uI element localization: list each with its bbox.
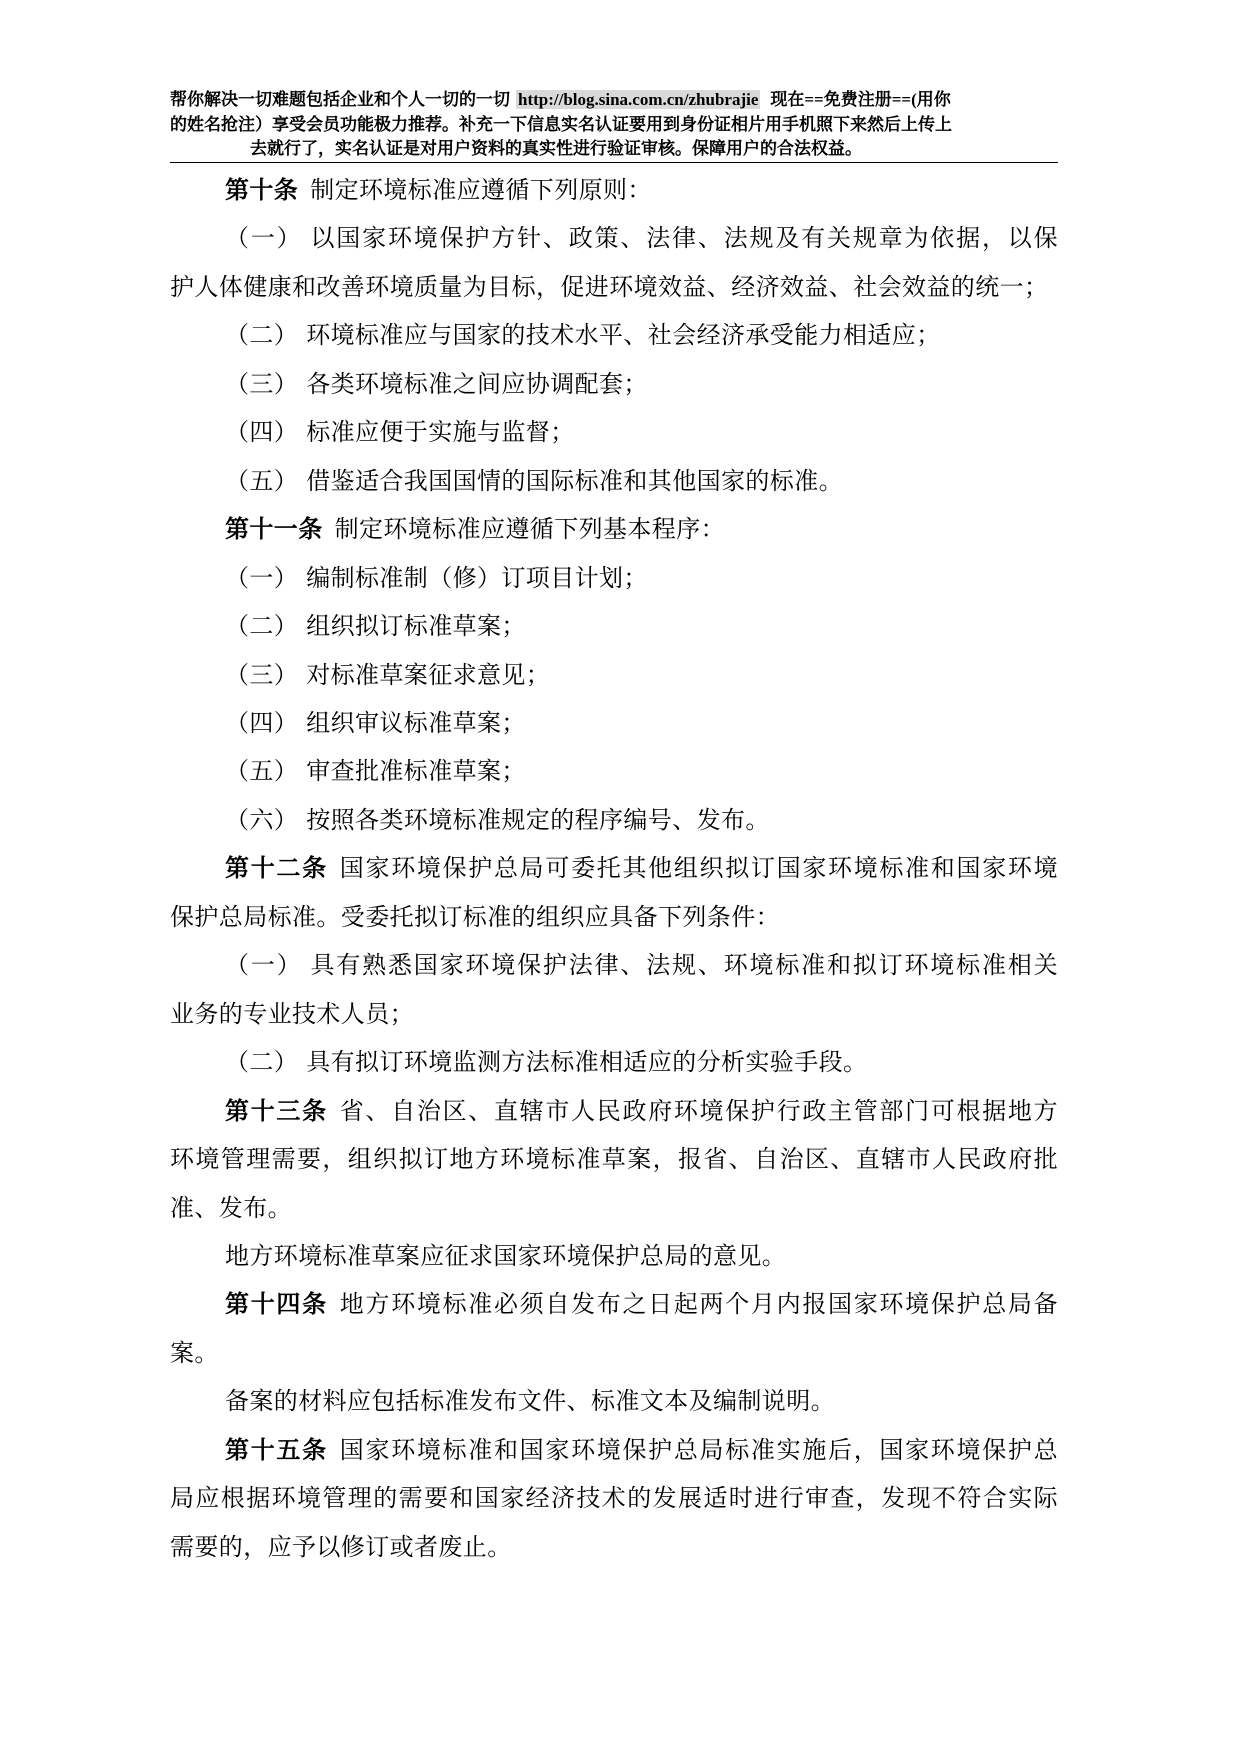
item-number: （五） <box>225 759 299 786</box>
list-item-continuation <box>170 264 1058 312</box>
article-heading <box>170 1281 1058 1329</box>
item-text-line: 标准应便于实施与监督； <box>306 420 575 447</box>
article-text-line: 准、发布。 <box>170 1195 292 1222</box>
article-label: 第十二条 <box>225 856 328 883</box>
article-text-line: 需要的，应予以修订或者废止。 <box>170 1534 512 1561</box>
list-item <box>170 603 1058 651</box>
article-label: 第十三条 <box>225 1098 328 1125</box>
article-label: 第十一条 <box>225 517 323 544</box>
list-item <box>170 458 1058 506</box>
list-item <box>170 1039 1058 1087</box>
item-text-line: 以国家环境保护方针、政策、法律、法规及有关规章为依据，以保 <box>310 226 1058 253</box>
list-item-continuation <box>170 991 1058 1039</box>
article-continuation <box>170 1475 1058 1523</box>
list-item <box>170 215 1058 263</box>
article-text-line: 地方环境标准必须自发布之日起两个月内报国家环境保护总局备 <box>339 1292 1058 1319</box>
blog-link[interactable]: http://blog.sina.com.cn/zhubrajie <box>518 90 759 109</box>
item-text-line: 组织拟订标准草案； <box>306 614 526 641</box>
header-line-1 <box>170 88 951 113</box>
item-number: （一） <box>225 226 303 253</box>
article-continuation <box>170 1136 1058 1184</box>
header-promo: 现在==免费注册==(用你 <box>770 90 951 109</box>
item-number: （五） <box>225 468 299 495</box>
list-item <box>170 361 1058 409</box>
paragraph-text: 地方环境标准草案应征求国家环境保护总局的意见。 <box>225 1243 787 1270</box>
document-body <box>170 167 1058 1572</box>
article-13 <box>170 1088 1058 1282</box>
item-text-line: 审查批准标准草案； <box>306 759 526 786</box>
item-number: （二） <box>225 1050 299 1077</box>
article-11 <box>170 506 1058 845</box>
article-12 <box>170 845 1058 1087</box>
item-text-line: 对标准草案征求意见； <box>306 662 551 689</box>
item-text-line: 环境标准应与国家的技术水平、社会经济承受能力相适应； <box>306 323 941 350</box>
item-text-line: 按照各类环境标准规定的程序编号、发布。 <box>306 807 770 834</box>
article-15 <box>170 1427 1058 1572</box>
article-text-line: 国家环境标准和国家环境保护总局标准实施后，国家环境保护总 <box>339 1437 1058 1464</box>
header-line-3: 去就行了，实名认证是对用户资料的真实性进行验证审核。保障用户的合法权益。 <box>250 139 862 158</box>
item-number: （三） <box>225 371 299 398</box>
article-text-line: 局应根据环境管理的需要和国家经济技术的发展适时进行审查，发现不符合实际 <box>170 1486 1058 1513</box>
article-paragraph <box>170 1378 1058 1426</box>
article-continuation <box>170 1185 1058 1233</box>
header-intro: 帮你解决一切难题包括企业和个人一切的一切 <box>170 90 510 109</box>
article-text-line: 环境管理需要，组织拟订地方环境标准草案，报省、自治区、直辖市人民政府批 <box>170 1147 1058 1174</box>
list-item <box>170 652 1058 700</box>
article-heading <box>170 167 1058 215</box>
item-text-line: 业务的专业技术人员； <box>170 1001 414 1028</box>
article-paragraph <box>170 1233 1058 1281</box>
list-item <box>170 942 1058 990</box>
item-number: （六） <box>225 807 299 834</box>
item-text-line: 具有拟订环境监测方法标准相适应的分析实验手段。 <box>306 1050 868 1077</box>
item-number: （二） <box>225 614 299 641</box>
article-14 <box>170 1281 1058 1426</box>
article-label: 第十条 <box>225 178 299 204</box>
list-item <box>170 555 1058 603</box>
list-item <box>170 312 1058 360</box>
article-heading <box>170 1427 1058 1475</box>
item-text-line: 各类环境标准之间应协调配套； <box>306 371 648 398</box>
article-10 <box>170 167 1058 506</box>
header-line-2: 的姓名抢注）享受会员功能极力推荐。补充一下信息实名认证要用到身份证相片用手机照下来然后上传上 <box>170 114 952 134</box>
item-text-line: 编制标准制（修）订项目计划； <box>306 565 648 592</box>
article-label: 第十四条 <box>225 1292 328 1319</box>
item-number: （四） <box>225 420 299 447</box>
article-text-line: 省、自治区、直辖市人民政府环境保护行政主管部门可根据地方 <box>339 1098 1058 1125</box>
article-heading <box>170 1088 1058 1136</box>
article-heading <box>170 506 1058 554</box>
item-number: （一） <box>225 565 299 592</box>
article-text-line: 国家环境保护总局可委托其他组织拟订国家环境标准和国家环境 <box>339 856 1058 883</box>
article-continuation <box>170 1330 1058 1378</box>
item-number: （四） <box>225 710 299 737</box>
item-text-line: 护人体健康和改善环境质量为目标，促进环境效益、经济效益、社会效益的统一； <box>170 274 1049 301</box>
article-continuation <box>170 894 1058 942</box>
article-heading <box>170 845 1058 893</box>
article-text-line: 制定环境标准应遵循下列基本程序： <box>334 517 726 544</box>
item-number: （一） <box>225 953 303 980</box>
list-item <box>170 748 1058 796</box>
list-item <box>170 797 1058 845</box>
item-text-line: 借鉴适合我国国情的国际标准和其他国家的标准。 <box>306 468 844 495</box>
list-item <box>170 409 1058 457</box>
item-text-line: 具有熟悉国家环境保护法律、法规、环境标准和拟订环境标准相关 <box>310 953 1058 980</box>
page-header <box>170 88 952 162</box>
item-number: （二） <box>225 323 299 350</box>
article-text-line: 案。 <box>170 1340 219 1367</box>
article-continuation <box>170 1524 1058 1572</box>
article-text-line: 保护总局标准。受委托拟订标准的组织应具备下列条件： <box>170 904 780 931</box>
article-label: 第十五条 <box>225 1437 328 1464</box>
paragraph-text: 备案的材料应包括标准发布文件、标准文本及编制说明。 <box>225 1389 835 1416</box>
item-number: （三） <box>225 662 299 689</box>
header-rule <box>170 162 1058 163</box>
article-text-line: 制定环境标准应遵循下列原则： <box>310 178 652 204</box>
item-text-line: 组织审议标准草案； <box>306 710 526 737</box>
list-item <box>170 700 1058 748</box>
